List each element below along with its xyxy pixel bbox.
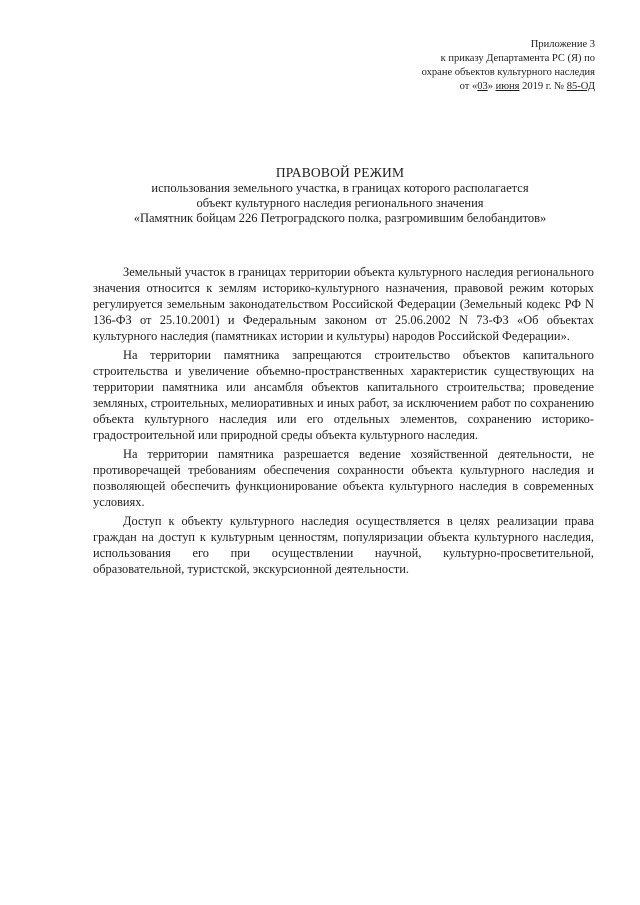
appendix-number: Приложение 3	[530, 39, 595, 50]
appendix-date-year: 2019 г. №	[519, 81, 567, 92]
paragraph-prohibitions: На территории памятника запрещаются строительство объектов капитального строительства и увеличение объемно-пространственных характеристик существующих на территории памятника или ансамбля объектов капитального строительства; проведение земляных, строительных, мелиоративных и иных работ, за исключением работ по сохранению объекта культурного наследия или его отдельных элементов, сохранению историко-градостроительной или природной среды объекта культурного наследия.	[93, 348, 594, 442]
paragraph-access: Доступ к объекту культурного наследия осуществляется в целях реализации права граждан на доступ к культурным ценностям, популяризации объекта культурного наследия, использования его при осуществлении научной, культурно-просветительной, образовательной, туристской, экскурсионной деятельности.	[93, 514, 594, 576]
appendix-header	[335, 38, 595, 94]
appendix-date-prefix: от «	[459, 81, 478, 92]
appendix-order-number: 85-ОД	[566, 81, 595, 92]
document-title: ПРАВОВОЙ РЕЖИМ	[275, 165, 405, 180]
document-body	[93, 264, 594, 580]
monument-name: «Памятник бойцам 226 Петроградского полка, разгромившим белобандитов»	[133, 211, 547, 225]
document-subtitle-line1: использования земельного участка, в границах которого располагается	[151, 181, 529, 195]
document-heading	[90, 164, 590, 226]
appendix-date-middle: »	[487, 81, 496, 92]
appendix-order-ref: к приказу Департамента РС (Я) по	[440, 53, 595, 64]
appendix-date	[335, 80, 595, 94]
appendix-department: охране объектов культурного наследия	[421, 67, 595, 78]
paragraph-permissions: На территории памятника разрешается ведение хозяйственной деятельности, не противоречащей требованиям обеспечения сохранности объекта культурного наследия и позволяющей обеспечить функционирование объекта культурного наследия в современных условиях.	[93, 447, 594, 509]
appendix-date-month: июня	[495, 81, 520, 92]
paragraph-land-status: Земельный участок в границах территории объекта культурного наследия регионального значения относится к землям историко-культурного назначения, правовой режим которых регулируется земельным законодательством Российской Федерации (Земельный кодекс РФ N 136-ФЗ от 25.10.2001) и Федеральным законом от 25.06.2002 N 73-ФЗ «Об объектах культурного наследия (памятниках истории и культуры) народов Российской Федерации».	[93, 265, 594, 343]
document-subtitle-line2: объект культурного наследия регионального значения	[196, 196, 484, 210]
appendix-date-day: 03	[477, 81, 488, 92]
